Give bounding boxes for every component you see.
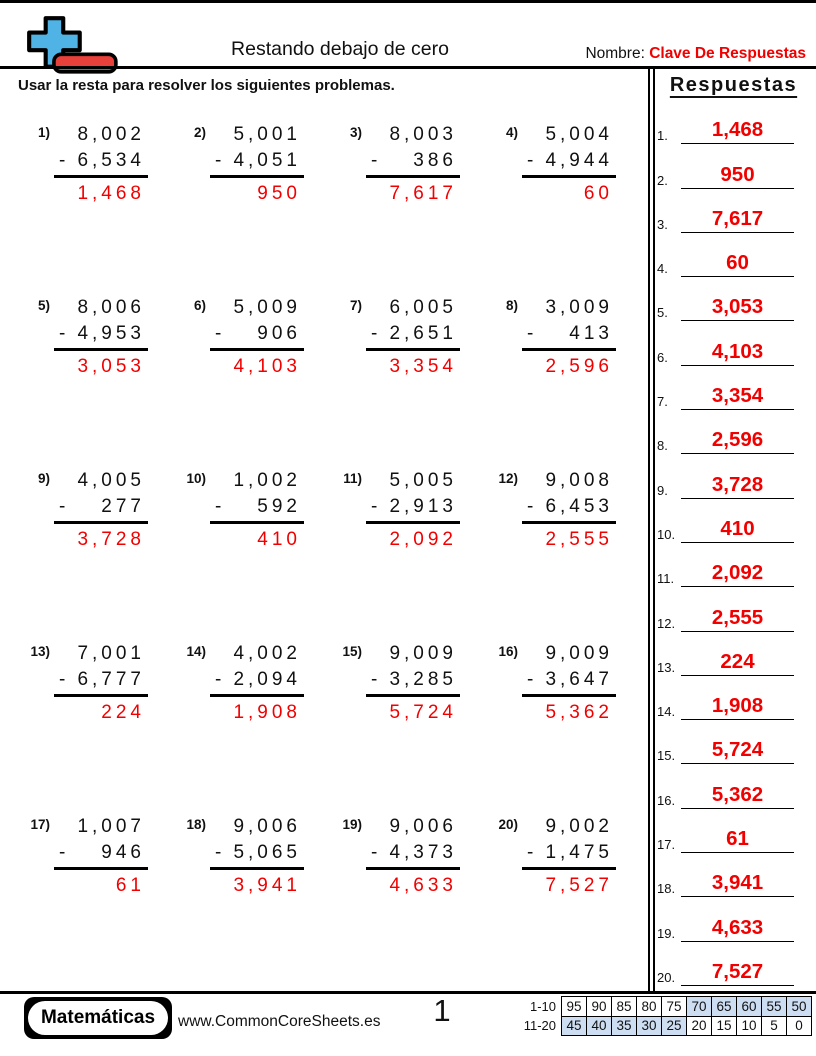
problem-answer: 7,617 [389, 183, 457, 204]
minuend: 9,002 [545, 816, 613, 837]
problem-answer: 2,555 [545, 529, 613, 550]
answer-row-8 [657, 410, 810, 454]
subtrahend-row [210, 667, 304, 697]
grading-cell: 95 [562, 997, 587, 1017]
subtrahend-row [522, 667, 616, 697]
answers-title: Respuestas [669, 74, 798, 96]
answer-number: 17. [657, 837, 676, 853]
grading-cell: 45 [562, 1016, 587, 1036]
problem-number: 10) [186, 471, 206, 486]
problem-work [54, 814, 148, 899]
answer-row-11 [657, 543, 810, 587]
subtrahend-row [522, 840, 616, 870]
problem-answer: 224 [101, 702, 145, 723]
grading-cell: 80 [637, 997, 662, 1017]
problem-9 [24, 468, 180, 641]
answer-number: 1. [657, 128, 668, 144]
grading-cell: 15 [712, 1016, 737, 1036]
problem-number: 20) [498, 817, 518, 832]
minuend: 1,002 [233, 470, 301, 491]
subtrahend: 5,065 [233, 842, 301, 863]
answer-number: 2. [657, 172, 668, 188]
problem-work [54, 468, 148, 553]
answer-row-7 [657, 366, 810, 410]
answer-number: 7. [657, 394, 668, 410]
problem-work [522, 641, 616, 726]
minuend: 8,003 [389, 124, 457, 145]
minus-sign: - [215, 842, 222, 863]
brand-label: Matemáticas [28, 1001, 168, 1035]
answer-row-19 [657, 897, 810, 941]
subtrahend: 4,944 [545, 150, 613, 171]
subtrahend: 277 [101, 496, 145, 517]
problem-number: 15) [342, 644, 362, 659]
grading-row-2 [512, 1016, 812, 1036]
answer-value: 3,728 [681, 473, 794, 499]
grading-row-label: 11-20 [523, 1018, 556, 1034]
grading-table-body [512, 997, 812, 1036]
problem-number: 13) [30, 644, 50, 659]
problem-answer: 410 [257, 529, 301, 550]
problem-work [210, 641, 304, 726]
minuend: 4,002 [233, 643, 301, 664]
problem-work [54, 641, 148, 726]
answer-value: 1,468 [681, 118, 794, 144]
problem-14 [180, 641, 336, 814]
answer-row-15 [657, 720, 810, 764]
answer-value: 950 [681, 163, 794, 189]
problem-1 [24, 122, 180, 295]
minuend: 5,005 [389, 470, 457, 491]
minus-sign: - [59, 496, 66, 517]
answer-value: 2,092 [681, 561, 794, 587]
answer-value: 4,103 [681, 340, 794, 366]
answer-number: 6. [657, 349, 668, 365]
grading-table [512, 996, 812, 1036]
minus-sign: - [59, 323, 66, 344]
problem-number: 5) [37, 298, 50, 313]
answer-number: 10. [657, 526, 676, 542]
problem-answer: 61 [115, 875, 145, 896]
answer-row-4 [657, 233, 810, 277]
problem-answer: 2,092 [389, 529, 457, 550]
subtrahend-row [210, 148, 304, 178]
problem-2 [180, 122, 336, 295]
problem-work [366, 641, 460, 726]
problem-number: 8) [505, 298, 518, 313]
problem-answer: 3,941 [233, 875, 301, 896]
answer-value: 410 [681, 517, 794, 543]
minus-sign: - [59, 669, 66, 690]
problem-number: 11) [343, 471, 362, 486]
subtrahend-row [522, 494, 616, 524]
answer-number: 18. [657, 881, 676, 897]
minus-sign: - [371, 496, 378, 517]
minuend: 9,009 [389, 643, 457, 664]
grading-cell: 60 [737, 997, 762, 1017]
problem-18 [180, 814, 336, 987]
problem-answer: 7,527 [545, 875, 613, 896]
minuend: 5,009 [233, 297, 301, 318]
answer-number: 9. [657, 482, 668, 498]
subtrahend: 2,094 [233, 669, 301, 690]
grading-cell: 25 [662, 1016, 687, 1036]
grading-cell: 70 [687, 997, 712, 1017]
problem-number: 17) [30, 817, 50, 832]
answer-row-3 [657, 189, 810, 233]
grading-cell: 75 [662, 997, 687, 1017]
problem-number: 9) [37, 471, 50, 486]
problem-work [210, 122, 304, 207]
answer-value: 224 [681, 650, 794, 676]
subtrahend-row [522, 321, 616, 351]
subtrahend-row [366, 494, 460, 524]
minuend: 1,007 [77, 816, 145, 837]
minus-sign: - [371, 323, 378, 344]
problem-13 [24, 641, 180, 814]
problem-number: 4) [505, 125, 518, 140]
answer-value: 3,941 [681, 871, 794, 897]
problem-number: 18) [186, 817, 206, 832]
header-rule [0, 66, 816, 69]
problem-12 [492, 468, 648, 641]
answer-number: 15. [657, 748, 676, 764]
answers-panel [657, 74, 810, 986]
answer-row-14 [657, 676, 810, 720]
problem-8 [492, 295, 648, 468]
grading-cell: 55 [762, 997, 787, 1017]
minuend: 8,006 [77, 297, 145, 318]
answer-number: 11. [657, 571, 675, 587]
subtrahend-row [54, 667, 148, 697]
subtrahend: 4,953 [77, 323, 145, 344]
minus-sign: - [215, 150, 222, 171]
problem-work [366, 122, 460, 207]
grading-cell: 5 [762, 1016, 787, 1036]
minuend: 9,006 [389, 816, 457, 837]
minuend: 3,009 [545, 297, 613, 318]
problem-number: 7) [349, 298, 362, 313]
grading-cell: 10 [737, 1016, 762, 1036]
minuend: 9,009 [545, 643, 613, 664]
answer-value: 3,354 [681, 384, 794, 410]
answer-row-16 [657, 764, 810, 808]
problem-number: 6) [193, 298, 206, 313]
subtrahend: 3,647 [545, 669, 613, 690]
minus-sign: - [215, 669, 222, 690]
grading-row-1 [512, 997, 812, 1017]
problem-work [366, 295, 460, 380]
problem-number: 2) [193, 125, 206, 140]
minus-sign: - [371, 150, 378, 171]
answer-row-6 [657, 321, 810, 365]
minuend: 5,004 [545, 124, 613, 145]
answer-value: 3,053 [681, 295, 794, 321]
problem-15 [336, 641, 492, 814]
minus-sign: - [527, 150, 534, 171]
problem-17 [24, 814, 180, 987]
problem-work [366, 468, 460, 553]
answer-number: 20. [657, 969, 676, 985]
answer-row-1 [657, 100, 810, 144]
subtrahend: 413 [569, 323, 613, 344]
problem-work [522, 468, 616, 553]
subtrahend-row [54, 148, 148, 178]
answer-row-17 [657, 809, 810, 853]
problem-10 [180, 468, 336, 641]
minus-sign: - [527, 496, 534, 517]
subtrahend-row [210, 321, 304, 351]
grading-row-label: 1-10 [529, 998, 556, 1014]
answer-number: 16. [657, 792, 676, 808]
name-value: Clave De Respuestas [649, 45, 806, 62]
problems-grid [24, 122, 648, 987]
page-title: Restando debajo de cero [231, 38, 449, 60]
minus-sign: - [527, 669, 534, 690]
answer-row-10 [657, 499, 810, 543]
subtrahend: 6,534 [77, 150, 145, 171]
subtrahend-row [54, 321, 148, 351]
answer-row-18 [657, 853, 810, 897]
problem-work [210, 468, 304, 553]
problem-number: 3) [349, 125, 362, 140]
minus-sign: - [527, 323, 534, 344]
answer-row-13 [657, 632, 810, 676]
grading-cell: 65 [712, 997, 737, 1017]
problem-answer: 5,362 [545, 702, 613, 723]
answer-number: 13. [657, 659, 676, 675]
grading-cell: 90 [587, 997, 612, 1017]
problem-3 [336, 122, 492, 295]
answer-value: 4,633 [681, 916, 794, 942]
problem-answer: 1,468 [77, 183, 145, 204]
problem-answer: 60 [583, 183, 613, 204]
problem-11 [336, 468, 492, 641]
subtrahend: 906 [257, 323, 301, 344]
minuend: 5,001 [233, 124, 301, 145]
minuend: 9,008 [545, 470, 613, 491]
problem-number: 16) [498, 644, 518, 659]
problem-answer: 950 [257, 183, 301, 204]
answer-value: 5,362 [681, 783, 794, 809]
answer-row-2 [657, 144, 810, 188]
grading-cell: 35 [612, 1016, 637, 1036]
problem-work [210, 295, 304, 380]
problem-number: 1) [37, 125, 50, 140]
answer-value: 7,617 [681, 207, 794, 233]
subtrahend: 946 [101, 842, 145, 863]
minus-sign: - [215, 496, 222, 517]
problem-number: 14) [186, 644, 206, 659]
answer-value: 61 [681, 827, 794, 853]
answer-row-9 [657, 454, 810, 498]
minus-sign: - [371, 842, 378, 863]
answer-number: 14. [657, 704, 676, 720]
top-rule [0, 0, 816, 3]
grading-cell: 30 [637, 1016, 662, 1036]
grading-cell: 85 [612, 997, 637, 1017]
answer-number: 12. [657, 615, 676, 631]
minuend: 4,005 [77, 470, 145, 491]
problem-work [210, 814, 304, 899]
answer-number: 8. [657, 438, 668, 454]
answer-value: 5,724 [681, 738, 794, 764]
minus-sign: - [527, 842, 534, 863]
problem-6 [180, 295, 336, 468]
answer-row-5 [657, 277, 810, 321]
problem-7 [336, 295, 492, 468]
answer-value: 1,908 [681, 694, 794, 720]
answer-value: 60 [681, 251, 794, 277]
subtrahend-row [522, 148, 616, 178]
subtrahend-row [366, 321, 460, 351]
minus-sign: - [215, 323, 222, 344]
subtrahend-row [366, 148, 460, 178]
answer-value: 2,596 [681, 428, 794, 454]
problem-work [522, 814, 616, 899]
page-number: 1 [433, 993, 451, 1028]
subtrahend-row [210, 840, 304, 870]
minuend: 6,005 [389, 297, 457, 318]
problem-answer: 5,724 [389, 702, 457, 723]
problem-answer: 2,596 [545, 356, 613, 377]
minus-sign: - [59, 842, 66, 863]
answer-number: 19. [657, 925, 676, 941]
answer-number: 4. [657, 261, 668, 277]
minuend: 7,001 [77, 643, 145, 664]
name-label: Nombre: [585, 45, 645, 62]
subtrahend: 6,777 [77, 669, 145, 690]
answer-value: 7,527 [681, 960, 794, 986]
problem-answer: 3,728 [77, 529, 145, 550]
subtrahend: 3,285 [389, 669, 457, 690]
website-url: www.CommonCoreSheets.es [178, 1013, 381, 1030]
grading-cell: 20 [687, 1016, 712, 1036]
problem-work [522, 295, 616, 380]
brand-badge [24, 997, 172, 1039]
problem-answer: 1,908 [233, 702, 301, 723]
minus-sign: - [59, 150, 66, 171]
problem-5 [24, 295, 180, 468]
minuend: 9,006 [233, 816, 301, 837]
footer-rule [0, 991, 816, 994]
problem-answer: 4,633 [389, 875, 457, 896]
answer-value: 2,555 [681, 606, 794, 632]
problem-20 [492, 814, 648, 987]
subtrahend: 592 [257, 496, 301, 517]
problem-work [366, 814, 460, 899]
problem-answer: 3,053 [77, 356, 145, 377]
problem-number: 19) [342, 817, 362, 832]
subtrahend: 6,453 [545, 496, 613, 517]
problem-work [54, 122, 148, 207]
subtrahend: 2,913 [389, 496, 457, 517]
instruction-text: Usar la resta para resolver los siguientes problemas. [18, 77, 395, 94]
answer-number: 5. [657, 305, 668, 321]
subtrahend: 1,475 [545, 842, 613, 863]
problem-answer: 3,354 [389, 356, 457, 377]
problem-19 [336, 814, 492, 987]
problem-work [522, 122, 616, 207]
problem-answer: 4,103 [233, 356, 301, 377]
subtrahend-row [54, 840, 148, 870]
minuend: 8,002 [77, 124, 145, 145]
answer-row-20 [657, 942, 810, 986]
problem-4 [492, 122, 648, 295]
subtrahend: 4,051 [233, 150, 301, 171]
grading-cell: 50 [787, 997, 812, 1017]
grading-cell: 40 [587, 1016, 612, 1036]
subtrahend: 2,651 [389, 323, 457, 344]
subtrahend-row [210, 494, 304, 524]
subtrahend-row [366, 667, 460, 697]
name-line [585, 45, 806, 63]
subtrahend: 386 [413, 150, 457, 171]
answer-number: 3. [657, 216, 668, 232]
answers-list [657, 100, 810, 986]
minus-sign: - [371, 669, 378, 690]
subtrahend-row [54, 494, 148, 524]
problem-work [54, 295, 148, 380]
problem-16 [492, 641, 648, 814]
grading-cell: 0 [787, 1016, 812, 1036]
answers-separator [648, 68, 655, 991]
subtrahend: 4,373 [389, 842, 457, 863]
problem-number: 12) [498, 471, 518, 486]
subtrahend-row [366, 840, 460, 870]
answer-row-12 [657, 587, 810, 631]
